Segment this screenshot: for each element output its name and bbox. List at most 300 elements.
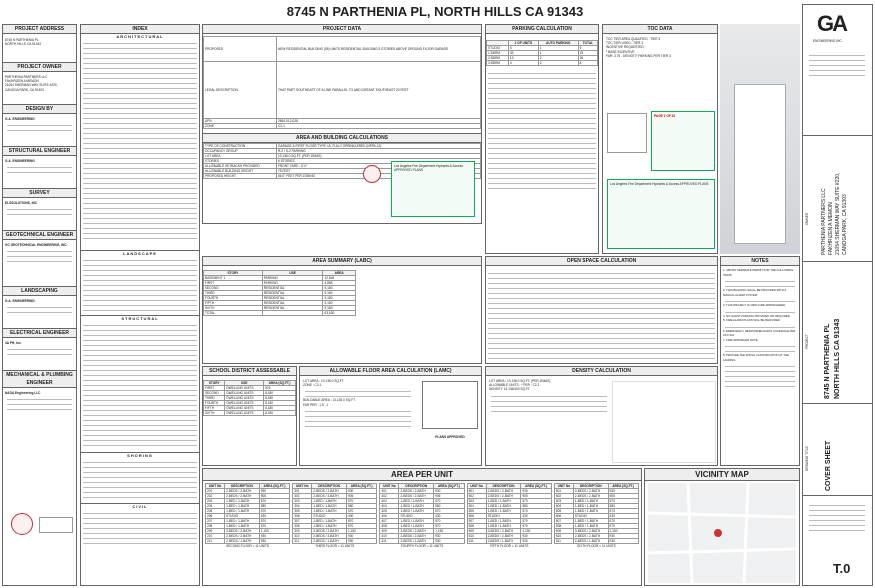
cell: 603: [554, 499, 573, 504]
cell: 1-BED / 1-BATH: [312, 509, 347, 514]
cell: 2-BEDS / 2-BATH: [399, 489, 434, 494]
lot-area-value: 13,136.0 SQ.FT. (PER ZIMAS): [277, 154, 481, 159]
cell: 570: [434, 524, 464, 529]
text-line: [83, 402, 197, 406]
density-block: [485, 366, 718, 466]
cell: 1,150: [434, 529, 464, 534]
table-row: [487, 61, 598, 66]
text-line: [83, 95, 197, 99]
text-line: [83, 327, 197, 331]
text-line: [488, 355, 715, 359]
text-line: [83, 377, 197, 381]
text-line: [83, 282, 197, 286]
cell: 505: [467, 509, 486, 514]
vicinity-map: [648, 483, 796, 583]
toc-line: INCENTIVE REQUESTED :: [606, 45, 646, 50]
cell: 33: [578, 51, 597, 56]
text-line: [83, 427, 197, 431]
parking-col-2: AUTO PARKING: [538, 41, 578, 46]
cell: 504: [467, 504, 486, 509]
cell: 609: [554, 529, 573, 534]
cell: 206: [206, 514, 225, 519]
text-line: [488, 345, 715, 349]
cell: SECOND: [204, 286, 263, 291]
cell: 570: [346, 524, 376, 529]
note-item: 4. NO GUEST PARKING PROVIDED OR REQUIRED: [723, 313, 790, 318]
qr-code-icon: [607, 113, 647, 153]
cell: 409: [380, 529, 399, 534]
text-line: [83, 165, 197, 169]
titleblock-owner: [821, 145, 849, 255]
col: AREA (SQ.FT.): [264, 381, 296, 386]
cell: 930: [521, 539, 551, 544]
zone-value: C2-1: [277, 124, 481, 129]
floor-unit-table: [467, 483, 552, 548]
landscape-sheet-list: [81, 257, 199, 315]
cell: 570: [521, 499, 551, 504]
index-section-shoring: SHORING: [81, 452, 199, 458]
allowable-floor-block: [299, 366, 482, 466]
text-line: [83, 125, 197, 129]
cell: 2-BEDS / 2-BATH: [399, 534, 434, 539]
text-line: [83, 535, 197, 539]
cell: 407: [380, 519, 399, 524]
vicinity-map-header: VICINITY MAP: [645, 469, 799, 481]
text-line: [488, 90, 596, 94]
cell: 930: [434, 489, 464, 494]
cell: 211: [206, 539, 225, 544]
approval-stamp: [391, 161, 475, 217]
area-summary-header: AREA SUMMARY (LABC): [203, 257, 481, 266]
cell: 205: [206, 509, 225, 514]
cell: 3-BEDS / 2-BATH: [312, 529, 347, 534]
cell: 3-BEDS / 2-BATH: [225, 529, 260, 534]
cell: FIRST: [204, 386, 225, 391]
text-line: [488, 160, 596, 164]
cell: 5: [508, 46, 538, 51]
cell: 9,180: [323, 291, 355, 296]
cell: RESIDENTIAL: [262, 296, 323, 301]
col: UNIT No: [380, 484, 399, 489]
cell: FIFTH: [204, 406, 225, 411]
cell: 1,150: [346, 529, 376, 534]
floor-unit-table: [554, 483, 639, 548]
cell: 930: [259, 534, 289, 539]
text-line: [83, 65, 197, 69]
drawing-title: COVER SHEET: [825, 440, 832, 491]
cell: 1-BED / 1-BATH: [225, 499, 260, 504]
cell: 1-BED / 1-BATH: [486, 524, 521, 529]
cell: 1-BED / 1-BATH: [399, 504, 434, 509]
cell: 3-BEDS / 2-BATH: [399, 529, 434, 534]
text-line: [83, 195, 197, 199]
text-line: [488, 280, 715, 284]
text-line: [488, 305, 715, 309]
cell: 63,630: [323, 311, 355, 316]
index-header: INDEX: [81, 25, 199, 34]
school-district-block: [202, 366, 297, 466]
cell: 570: [608, 519, 638, 524]
text-line: [83, 474, 197, 478]
cell: 302: [293, 494, 312, 499]
cell: 406: [380, 514, 399, 519]
cell: 430: [259, 514, 289, 519]
text-line: [83, 180, 197, 184]
index-section-landscape: LANDSCAPE: [81, 250, 199, 256]
text-line: [83, 357, 197, 361]
plans-approved-text: PLANS APPROVED: [435, 435, 465, 439]
cell: 570: [259, 499, 289, 504]
cell: 570: [608, 509, 638, 514]
text-line: [83, 140, 197, 144]
text-line: [83, 459, 197, 463]
project-label: PROJECT: [805, 334, 809, 349]
cell: RESIDENTIAL: [262, 301, 323, 306]
cell: 570: [259, 509, 289, 514]
text-line: [488, 145, 596, 149]
cell: 930: [608, 534, 638, 539]
cell: RESIDENTIAL: [262, 286, 323, 291]
text-line: [83, 382, 197, 386]
allowable-line: FAR PER : 1.5 : 1: [303, 402, 329, 407]
cell: 403: [380, 499, 399, 504]
proposed-value: NEW RESIDENTIAL BUILDING (55) UNITS RESIDENTIAL BUILDING 5 STORIES ABOVE GROUND FLOOR GARAGE: [277, 37, 481, 62]
designer-name: G.A. ENGINEERING: [5, 117, 35, 121]
cell: 930: [608, 489, 638, 494]
proposed-label: PROPOSED: [204, 37, 277, 62]
cell: 301: [293, 489, 312, 494]
cell: 1-BED / 1-BATH: [399, 519, 434, 524]
cell: THIRD: [204, 291, 263, 296]
text-line: [488, 105, 596, 109]
civil-sheet-list: [81, 510, 199, 550]
cell: 1: [538, 51, 578, 56]
text-line: [83, 135, 197, 139]
cell: 570: [608, 524, 638, 529]
cell: 570: [434, 519, 464, 524]
geotech-name: GC GEOTECHNICAL ENGINEERING, INC.: [5, 243, 68, 247]
cell: PARKING: [262, 276, 323, 281]
title-block: [802, 4, 873, 586]
proposed-height-value: 66.0" FEET PER ZONING: [277, 174, 481, 179]
cell: DWELLING UNITS: [225, 401, 264, 406]
text-line: [83, 50, 197, 54]
toc-line: TOC TIER USED : TIER 3: [606, 41, 644, 46]
text-line: [488, 130, 596, 134]
cell: 507: [467, 519, 486, 524]
cell: 1-BED / 1-BATH: [225, 524, 260, 529]
cell: 2-BEDS / 2-BATH: [312, 534, 347, 539]
cell: 8: [578, 61, 597, 66]
plans-approved-stamp: [422, 435, 478, 463]
cell: 570: [259, 524, 289, 529]
cell: 501: [467, 489, 486, 494]
table-row: [467, 539, 551, 544]
sheet-title: 8745 N PARTHENIA PL, NORTH HILLS CA 91343: [286, 4, 584, 19]
density-line: DENSITY 13,136/400 SQ.FT.: [489, 387, 531, 392]
cell: RESIDENTIAL: [262, 291, 323, 296]
cell: 2-BEDS / 1-BATH: [573, 539, 608, 544]
cell: 209: [206, 529, 225, 534]
toc-line: * BASE INCENTIVE: [606, 49, 635, 54]
text-line: [83, 85, 197, 89]
project-address-header: PROJECT ADDRESS: [3, 25, 76, 34]
index-section-structural: STRUCTURAL: [81, 315, 199, 321]
cell: 1-BED / 1-BATH: [312, 519, 347, 524]
text-line: [488, 170, 596, 174]
setbacks-label: ALLOWABLE SETBACKS PROVIDED: [204, 164, 277, 169]
tb-owner-line: CANOGA PARK, CA 91303: [842, 194, 848, 255]
text-line: [488, 175, 596, 179]
toc-block: [602, 24, 718, 254]
table-row: [204, 311, 356, 316]
cell: 310: [293, 534, 312, 539]
text-line: [488, 180, 596, 184]
cell: 2-BEDS / 2-BATH: [225, 489, 260, 494]
cell: 2-BEDS / 2-BATH: [573, 489, 608, 494]
cell: FOURTH: [204, 401, 225, 406]
text-line: [83, 342, 197, 346]
cell: 1-BED / 1-BATH: [573, 519, 608, 524]
text-line: [83, 479, 197, 483]
text-line: [83, 347, 197, 351]
text-line: [488, 325, 715, 329]
text-line: [83, 200, 197, 204]
legal-label: LEGAL DESCRIPTION: [204, 62, 277, 119]
cell: 2-BEDS / 1-BATH: [312, 539, 347, 544]
survey-name: ELSSOLUTIONS, INC: [5, 201, 38, 205]
cell: 8,180: [264, 401, 296, 406]
text-line: [83, 387, 197, 391]
company-logo: GA: [817, 11, 846, 36]
cell: 430: [346, 514, 376, 519]
cell: 608: [554, 524, 573, 529]
text-line: [83, 489, 197, 493]
text-line: [83, 145, 197, 149]
text-line: [83, 175, 197, 179]
text-line: [83, 272, 197, 276]
text-line: [83, 190, 197, 194]
text-line: [83, 520, 197, 524]
text-line: [83, 525, 197, 529]
col: USE: [262, 271, 323, 276]
text-line: [488, 80, 596, 84]
text-line: [83, 407, 197, 411]
cell: 1: [538, 46, 578, 51]
cell: 1-BED / 1-BATH: [399, 499, 434, 504]
cell: 604: [554, 504, 573, 509]
col: AREA (SQ.FT.): [346, 484, 376, 489]
text-line: [488, 285, 715, 289]
cell: FOURTH: [204, 296, 263, 301]
cell: DWELLING UNITS: [225, 391, 264, 396]
cell: 2-BEDS / 2-BATH: [225, 494, 260, 499]
school-header: SCHOOL DISTRICT ASSESSABLE: [203, 367, 296, 376]
cell: 2-BEDS / 1-BATH: [225, 539, 260, 544]
text-line: [83, 130, 197, 134]
text-line: [83, 540, 197, 544]
text-line: [83, 362, 197, 366]
cell: RESIDENTIAL: [262, 306, 323, 311]
cell: 1 BDRM: [487, 51, 509, 56]
cell: 9,180: [323, 296, 355, 301]
cell: STUDIO: [573, 514, 608, 519]
cell: 606: [554, 514, 573, 519]
note-item: 2. THIS BUILDING SHALL BE PROVIDED WITH A MANUAL ALARM SYSTEM: [723, 288, 787, 297]
table-row: [554, 539, 638, 544]
text-line: [83, 150, 197, 154]
drawing-title-label: DRAWING TITLE: [805, 446, 809, 471]
cell: 203: [206, 499, 225, 504]
text-line: [83, 392, 197, 396]
building-facade: [734, 84, 786, 244]
text-line: [83, 45, 197, 49]
cell: BASEMENT 1: [204, 276, 263, 281]
cell: 1,150: [259, 529, 289, 534]
cell: 1-BED / 1-BATH: [312, 499, 347, 504]
text-line: [83, 302, 197, 306]
cell: 580: [608, 504, 638, 509]
cell: 1-BED / 1-BATH: [399, 509, 434, 514]
text-line: [488, 115, 596, 119]
cell: 1-BED / 1-BATH: [486, 499, 521, 504]
text-line: [488, 320, 715, 324]
cell: STUDIO: [399, 514, 434, 519]
cell: 930: [434, 534, 464, 539]
text-line: [83, 494, 197, 498]
text-line: [488, 100, 596, 104]
cell: 202: [206, 494, 225, 499]
text-line: [83, 80, 197, 84]
cell: 208: [206, 524, 225, 529]
text-line: [488, 125, 596, 129]
cell: 210: [206, 534, 225, 539]
text-line: [488, 330, 715, 334]
text-line: [83, 90, 197, 94]
cell: 930: [434, 539, 464, 544]
titleblock-project: [823, 269, 843, 399]
cell: PARKING: [262, 281, 323, 286]
index-section-architectural: ARCHITECTURAL: [116, 34, 164, 39]
text-line: [488, 140, 596, 144]
cell: DWELLING UNITS: [225, 411, 264, 416]
text-line: [83, 442, 197, 446]
cell: 2 BDRM: [487, 56, 509, 61]
text-line: [83, 412, 197, 416]
floor-unit-table: [379, 483, 464, 548]
tb-project-line: NORTH HILLS CA 91343: [834, 318, 841, 399]
cell: 2: [538, 61, 578, 66]
cell: SIXTH: [204, 411, 225, 416]
building-rendering: [720, 24, 800, 254]
text-line: [83, 417, 197, 421]
cell: 2-BEDS / 1-BATH: [486, 539, 521, 544]
setbacks-value: FRONT YARD : 5'-0": [277, 164, 481, 169]
text-line: [83, 484, 197, 488]
official-seal: [363, 165, 381, 183]
cell: 308: [293, 524, 312, 529]
cell: 430: [521, 514, 551, 519]
address-line-2: NORTH HILLS CA 91343: [5, 42, 41, 47]
cell: 9,180: [323, 306, 355, 311]
cell: 2-BEDS / 1-BATH: [399, 539, 434, 544]
cell: 4: [508, 61, 538, 66]
tb-project-line: 8745 N PARTHENIA PL: [824, 323, 831, 399]
col: AREA (SQ.FT.): [608, 484, 638, 489]
cell: SIXTH: [204, 306, 263, 311]
text-line: [488, 350, 715, 354]
text-line: [83, 105, 197, 109]
cell: 1-BED / 1-BATH: [486, 519, 521, 524]
text-line: [488, 165, 596, 169]
cell: 580: [434, 504, 464, 509]
cell: 506: [467, 514, 486, 519]
table-row: [204, 411, 296, 416]
cell: 570: [521, 524, 551, 529]
company-name: ENGINEERING INC.: [813, 39, 843, 43]
cell: 503: [467, 499, 486, 504]
architectural-sheet-list: [81, 40, 199, 250]
toc-header: TOC DATA: [603, 25, 717, 34]
unit-tables: [203, 481, 641, 550]
text-line: [83, 70, 197, 74]
text-line: [488, 75, 596, 79]
floor-total: SIXTH FLOOR = 11 UNITS: [577, 544, 616, 548]
floor-unit-table: [205, 483, 290, 548]
text-line: [83, 225, 197, 229]
cell: 1-BED / 1-BATH: [225, 509, 260, 514]
sheet-number: T.0: [833, 561, 851, 576]
col: UNIT No: [293, 484, 312, 489]
vicinity-map-block: [644, 468, 800, 586]
geotech-header: GEOTECHNICAL ENGINEER: [3, 230, 76, 240]
text-line: [83, 257, 197, 261]
divider: [803, 495, 872, 496]
cell: 580: [346, 504, 376, 509]
cell: 511: [467, 539, 486, 544]
cell: 1-BED / 1-BATH: [225, 519, 260, 524]
text-line: [83, 230, 197, 234]
text-line: [83, 510, 197, 514]
text-line: [83, 75, 197, 79]
structural-name: G.A. ENGINEERING: [5, 159, 35, 163]
density-line: LOT AREA : 13,136.0 SQ.FT. (PER ZIMAS): [489, 379, 551, 383]
text-line: [488, 150, 596, 154]
apn-label: APN: [204, 119, 277, 124]
col: DESCRIPTION: [312, 484, 347, 489]
text-line: [83, 185, 197, 189]
cell: STUDIO: [225, 514, 260, 519]
text-line: [83, 422, 197, 426]
cell: 602: [554, 494, 573, 499]
cell: 930: [608, 539, 638, 544]
index-section-civil: CIVIL: [81, 503, 199, 509]
cell: 2-BEDS / 2-BATH: [312, 494, 347, 499]
cell: 1-BED / 1-BATH: [225, 504, 260, 509]
cell: 306: [293, 514, 312, 519]
mep-name: NADA Engineering LLC: [5, 391, 41, 395]
construction-label: TYPE OF CONSTRUCTION: [204, 144, 277, 149]
cell: 930: [346, 534, 376, 539]
text-line: [83, 352, 197, 356]
project-owner-header: PROJECT OWNER: [3, 62, 76, 72]
text-line: [83, 332, 197, 336]
text-line: [83, 115, 197, 119]
parking-col-1: # OF UNITS: [508, 41, 538, 46]
cell: 2-BEDS / 2-BATH: [486, 534, 521, 539]
text-line: [488, 335, 715, 339]
landscape-name: G.A. ENGINEERING: [5, 299, 35, 303]
